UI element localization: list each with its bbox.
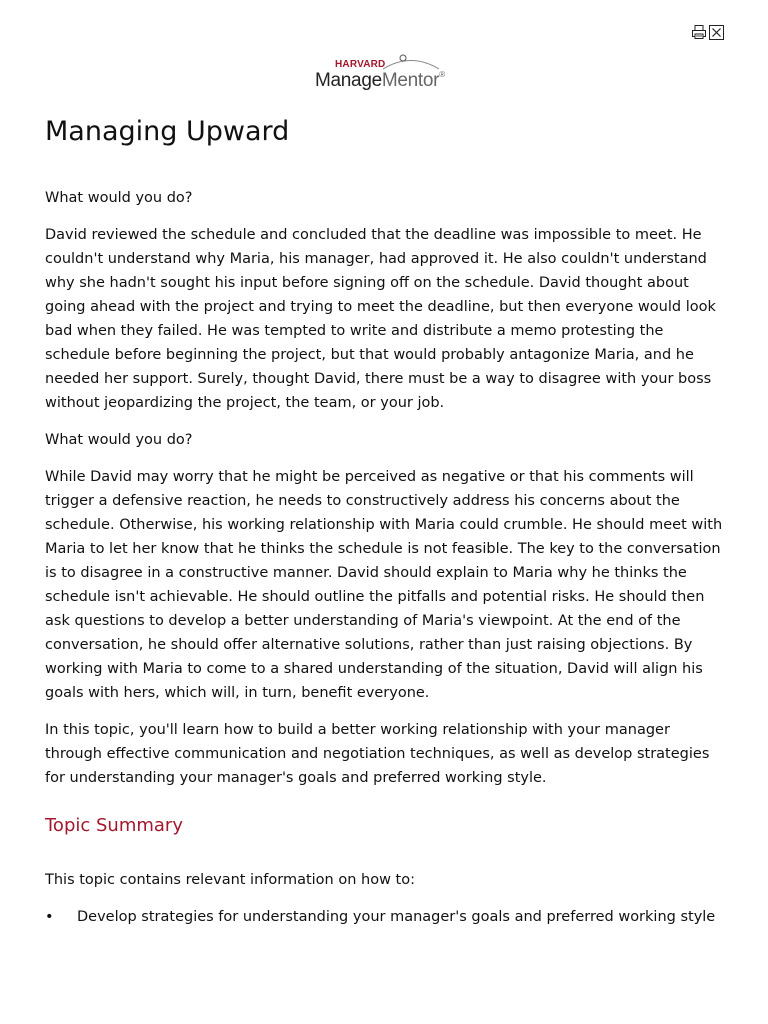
logo-wordmark [315,70,445,92]
topic-intro-paragraph: In this topic, you'll learn how to build a better working relationship with your manager through effective communication and negotiation techniques, as well as develop strategies for understanding your manager's goals and preferred working style. [45,722,710,786]
bullet-icon: • [45,909,54,925]
article [45,112,725,929]
answer-paragraph: While David may worry that he might be perceived as negative or that his comments will trigger a defensive reaction, he needs to constructively address his concerns about the schedule. Otherwise, his working relationship with Maria could crumble. He should meet with Maria to let her know that he thinks the schedule is not feasible. The key to the conversation is to disagree in a constructive manner. David should explain to Maria why he thinks the schedule isn't achievable. He should outline the pitfalls and potential risks. He should then ask questions to develop a better understanding of Maria's viewpoint. At the end of the conversation, he should offer alternative solutions, rather than just raising objections. By working with Maria to come to a shared understanding of the situation, David will align his goals with hers, which will, in turn, benefit everyone. [45,469,723,701]
print-icon[interactable] [691,24,707,40]
summary-list [45,905,725,929]
list-item [45,905,725,929]
list-item-text: Develop strategies for understanding your manager's goals and preferred working style [77,909,716,925]
summary-intro: This topic contains relevant information on how to: [45,872,415,888]
summary-heading: Topic Summary [45,815,183,836]
logo-mentor-text: Mentor [381,70,440,91]
logo-harvard-text: HARVARD [335,59,386,70]
page-title: Managing Upward [45,116,290,147]
close-icon[interactable] [709,25,724,40]
question-2: What would you do? [45,432,193,448]
logo-manage-text: Manage [315,70,382,91]
toolbar [691,24,724,40]
logo-registered-mark: ® [439,70,445,79]
question-1: What would you do? [45,190,193,206]
harvard-managementor-logo [315,54,455,98]
scenario-paragraph: David reviewed the schedule and concluded that the deadline was impossible to meet. He couldn't understand why Maria, his manager, had approved it. He also couldn't understand why she hadn't sought his input before signing off on the schedule. David thought about going ahead with the project and trying to meet the deadline, but then everyone would look bad when they failed. He was tempted to write and distribute a memo protesting the schedule before beginning the project, but that would probably antagonize Maria, and he needed her support. Surely, thought David, there must be a way to disagree with your boss without jeopardizing the project, the team, or your job. [45,227,716,411]
